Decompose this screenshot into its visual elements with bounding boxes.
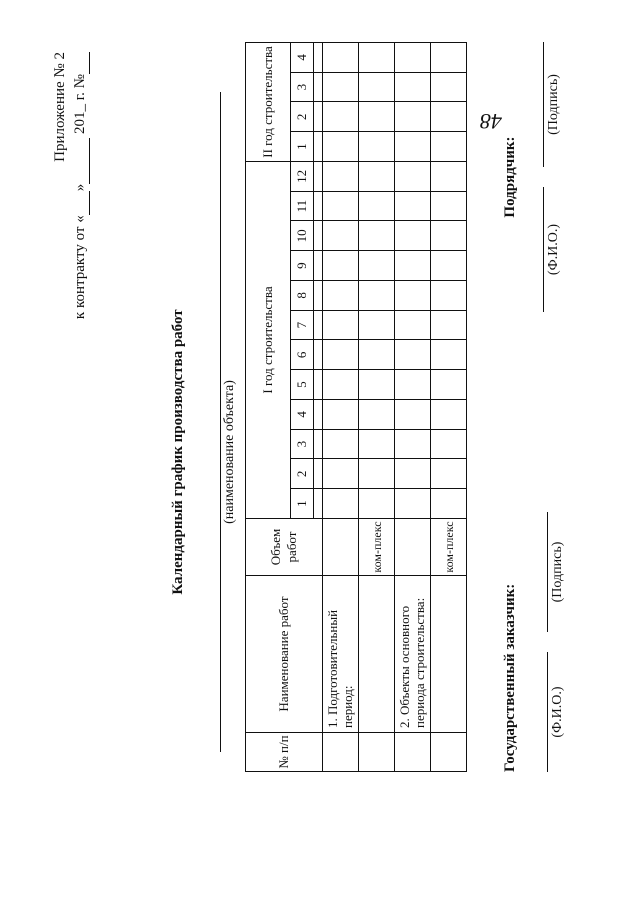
contract-reference <box>70 52 90 319</box>
quarter-header: 4 <box>291 43 314 73</box>
document-sheet <box>40 42 600 862</box>
schedule-table <box>245 42 467 772</box>
header-work-name: Наименование работ <box>246 576 323 733</box>
document-title: Календарный график производства работ <box>170 309 186 595</box>
customer-name-line[interactable] <box>533 652 548 772</box>
page-number: 48 <box>480 109 502 134</box>
contractor-signature-line[interactable] <box>529 42 544 167</box>
customer-signature-line[interactable] <box>533 512 548 632</box>
work-name-cell <box>359 576 395 733</box>
work-name-cell: 2. Объекты основного периода строительства: <box>395 576 431 733</box>
month-header: 6 <box>291 340 314 370</box>
volume-cell <box>323 519 359 576</box>
table-row <box>359 43 395 772</box>
month-header: 3 <box>291 429 314 459</box>
header-year-2: II год строительства <box>246 43 291 162</box>
appendix-block <box>50 52 90 319</box>
customer-signature-caption: (Подпись) <box>550 541 565 603</box>
table-row <box>395 43 431 772</box>
row-number-cell[interactable] <box>395 733 431 772</box>
contract-number-blank[interactable] <box>73 52 90 74</box>
row-number-cell[interactable] <box>431 733 467 772</box>
row-number-cell[interactable] <box>323 733 359 772</box>
contract-month-blank[interactable] <box>73 138 90 184</box>
contract-day-blank[interactable] <box>73 191 90 215</box>
row-number-cell[interactable] <box>359 733 395 772</box>
month-header: 1 <box>291 489 314 519</box>
appendix-title: Приложение № 2 <box>52 52 68 162</box>
quarter-header: 1 <box>291 132 314 162</box>
month-header: 12 <box>291 162 314 192</box>
header-volume: Объем работ <box>246 519 323 576</box>
contractor-signature-block <box>502 42 562 312</box>
contractor-signature-caption: (Подпись) <box>546 74 561 135</box>
table-row <box>323 43 359 772</box>
contractor-name-caption: (Ф.И.О.) <box>546 223 561 276</box>
volume-cell: ком-плекс <box>359 519 395 576</box>
customer-title: Государственный заказчик: <box>502 583 518 772</box>
work-name-cell: 1. Подготовительный период: <box>323 576 359 733</box>
month-header: 9 <box>291 251 314 281</box>
volume-cell <box>395 519 431 576</box>
month-header: 2 <box>291 459 314 489</box>
object-name-line[interactable] <box>220 92 221 752</box>
contractor-name-line[interactable] <box>529 187 544 312</box>
month-header: 7 <box>291 310 314 340</box>
month-header: 5 <box>291 370 314 400</box>
quarter-header: 2 <box>291 102 314 132</box>
contractor-title: Подрядчик: <box>502 136 518 218</box>
volume-cell: ком-плекс <box>431 519 467 576</box>
contract-prefix: к контракту от « <box>72 215 88 320</box>
customer-signature-block <box>502 512 566 772</box>
table-row <box>431 43 467 772</box>
work-name-cell <box>431 576 467 733</box>
contract-middle: » <box>72 183 88 192</box>
month-header: 8 <box>291 281 314 311</box>
header-number: № п/п <box>246 733 323 772</box>
customer-name-caption: (Ф.И.О.) <box>550 686 565 738</box>
month-header: 10 <box>291 221 314 251</box>
contract-year: 201_ г. № <box>72 74 88 135</box>
quarter-header: 3 <box>291 72 314 102</box>
object-name-caption: (наименование объекта) <box>222 380 237 524</box>
month-header: 11 <box>291 191 314 221</box>
header-year-1: I год строительства <box>246 162 291 519</box>
month-header: 4 <box>291 400 314 430</box>
